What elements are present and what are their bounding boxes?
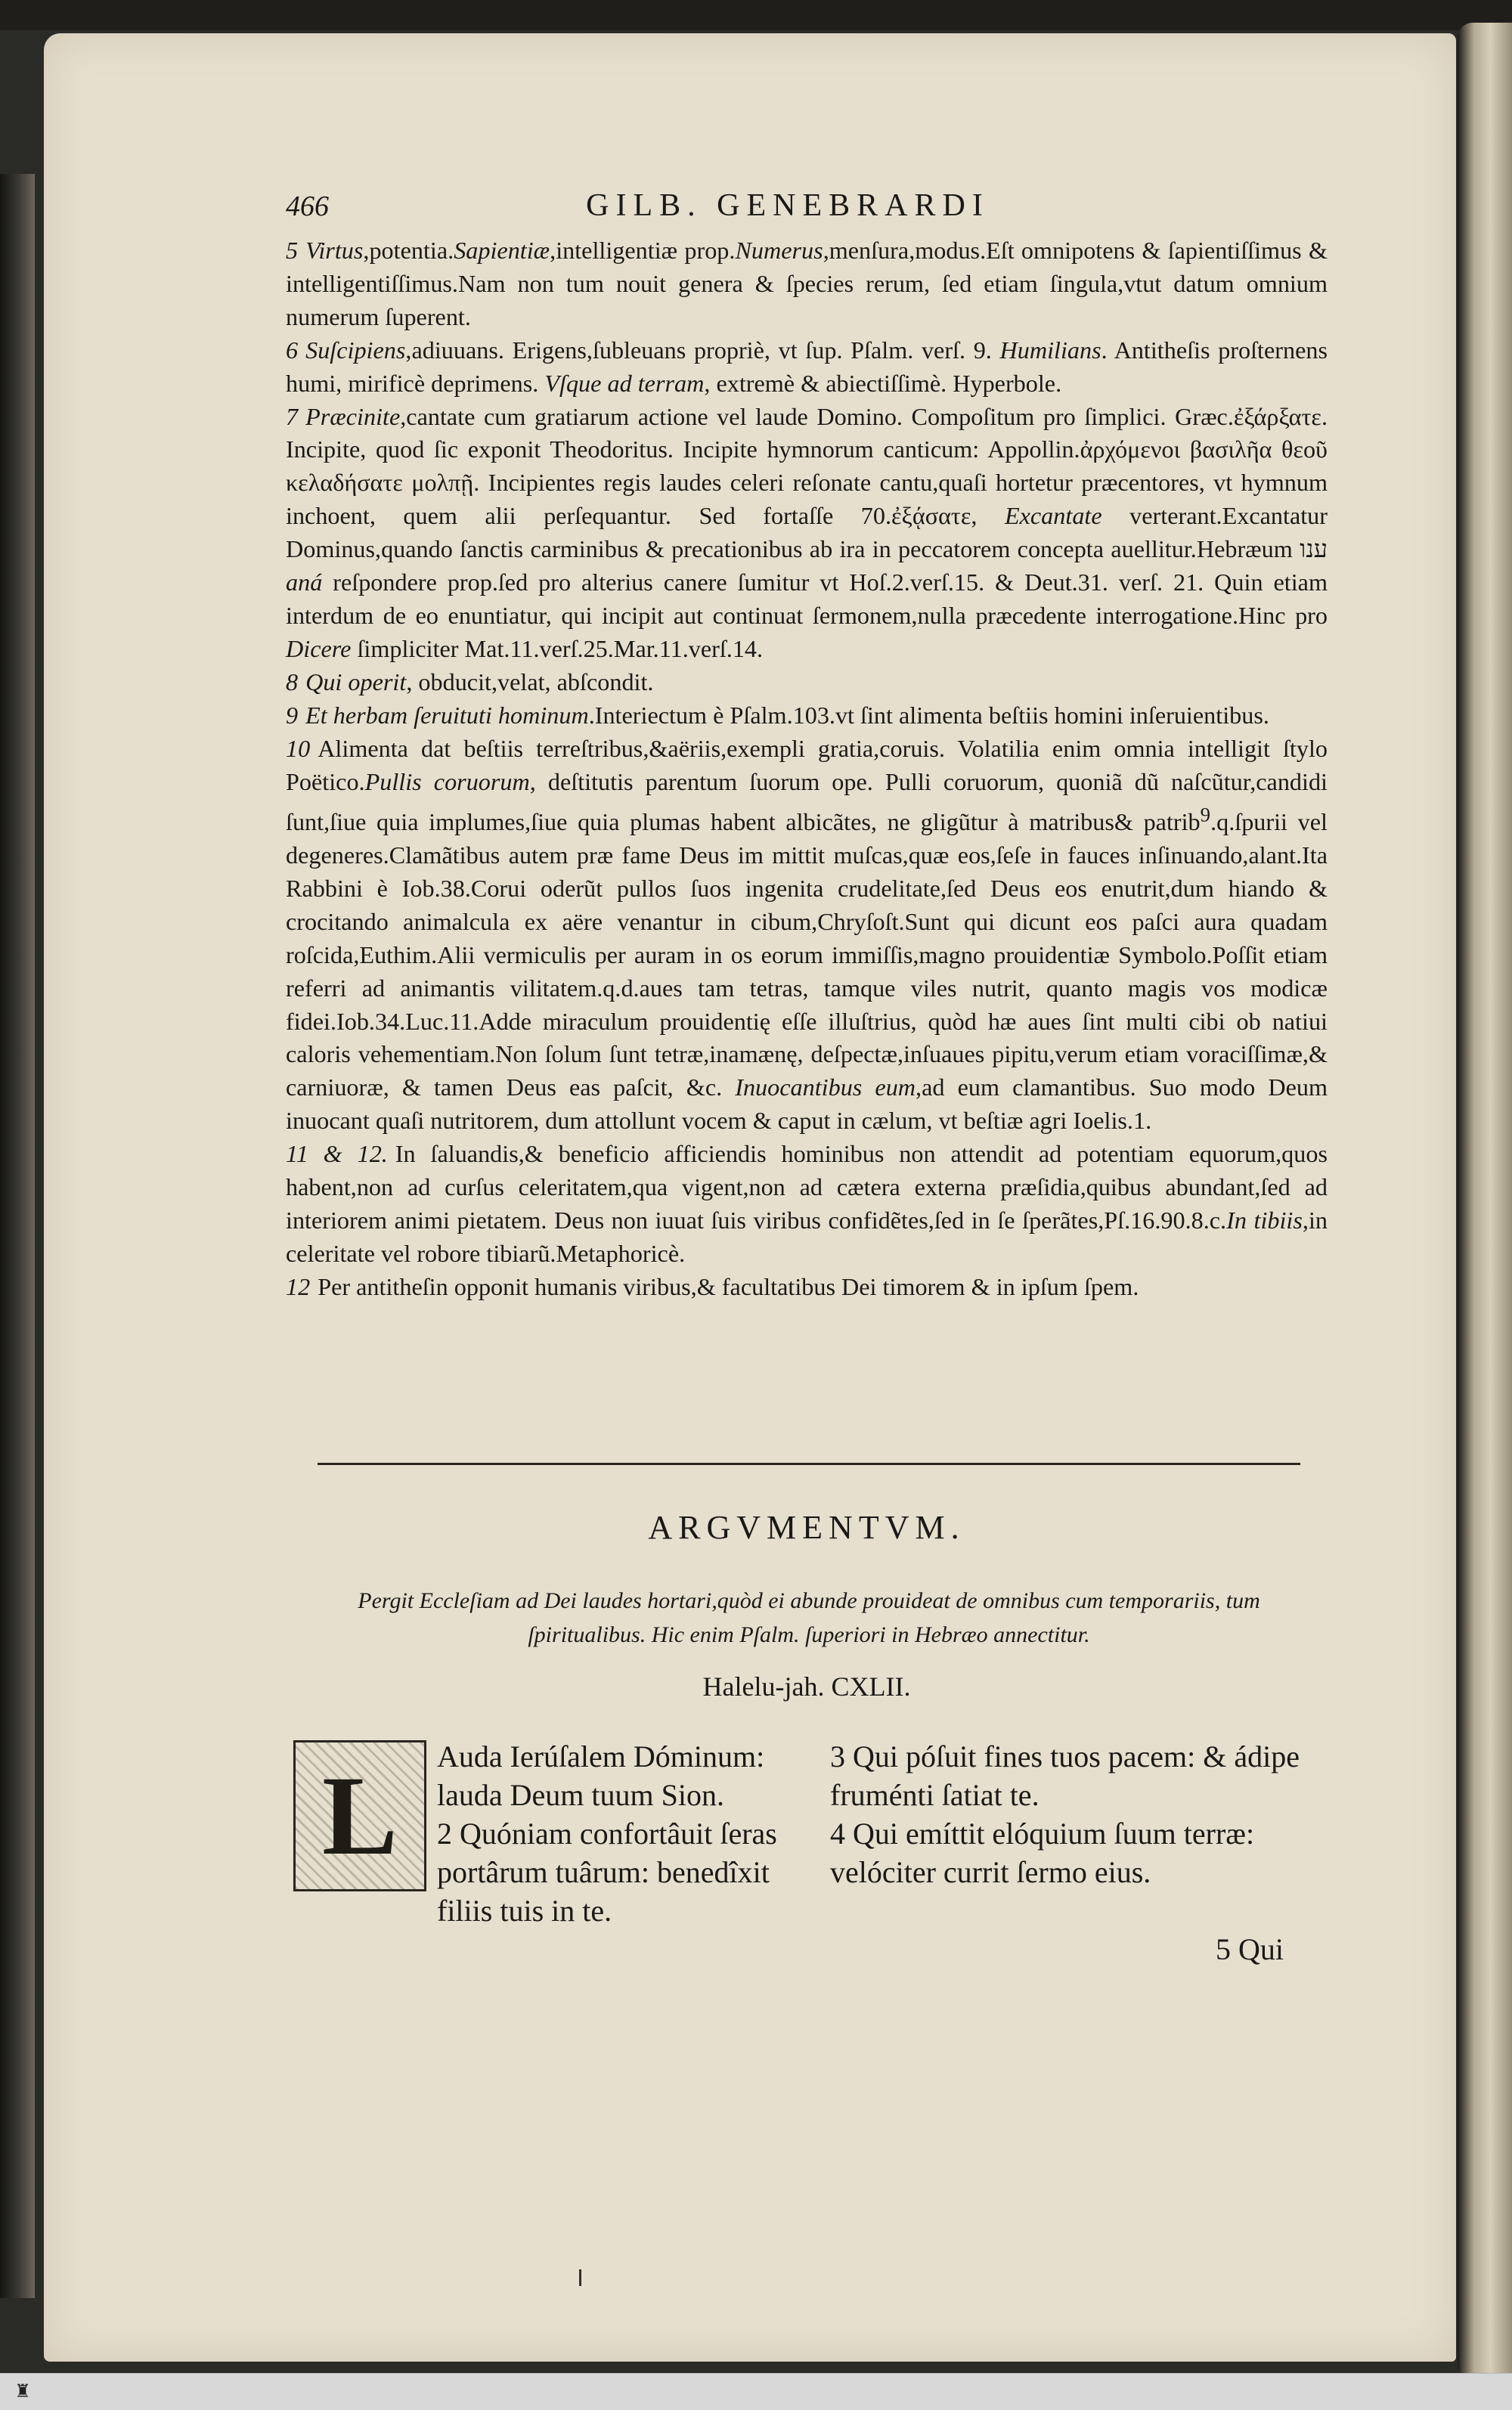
commentary-text: Per antitheſin opponit humanis viribus,& facultatibus Dei timorem & in ipſum ſpem.	[318, 1272, 1139, 1300]
verse-number: 9	[286, 701, 299, 729]
decorated-initial	[293, 1740, 426, 1891]
viewer-footer-bar	[0, 2373, 1512, 2410]
facing-page-edge	[1458, 23, 1512, 2381]
commentary-block	[286, 234, 1328, 1304]
commentary-paragraph	[286, 699, 1328, 733]
psalm-title: Halelu-jah. CXLII.	[702, 1671, 911, 1702]
commentary-paragraph	[286, 234, 1328, 334]
commentary-text: Alimenta dat beſtiis terreſtribus,&aëriis,exempli gratia,coruis. Volatilia enim omnia intelligit ſtylo Poëtico.Pullis coruorum, deſtitutis parentum ſuorum ope. Pulli coruorum, quoniã dũ naſcũtur,candidi ſunt,ſiue quia implumes,ſiue quia plumas habent albicãtes, ne gligũtur à matribus& patrib$^9$.q.ſpurii vel degeneres.Clamãtibus autem præ fame Deus im mittit muſcas,quæ eos,ſeſe in fauces inſinuando,alant.Ita Rabbini è Iob.38.Corui oderũt pullos ſuos ingenita crudelitate,ſed Deus eos enutrit,dum hiando & crocitando animalcula ex aëre venantur in cibum,Chryſoſt.Sunt qui dicunt eos paſci aura quadam roſcida,Euthim.Alii vermiculis per auram in os eorum immiſſis,magno prouidentiæ Symbolo.Poſſit etiam referri ad animantis vilitatem.q.d.aues tam tetras, tamque viles nutrit, quanto magis vos modicæ fidei.Iob.34.Luc.11.Adde miraculum prouidentię eſſe illuſtrius, quòd hæ aues ſint multi cibi ob natiui caloris vehementiam.Non ſolum ſunt tetræ,inamænę, deſpectæ,inſuaues pipitu,verum etiam voraciſſimæ,& carniuoræ, & tamen Deus eas paſcit, &c. Inuocantibus eum,ad eum clamantibus. Suo modo Deum inuocant quaſi nutritorem, dum attollunt vocem & caput in cælum, vt beſtiæ agri Ioelis.1.	[286, 734, 1328, 1135]
verse-number: 12	[286, 1272, 311, 1300]
psalm-verse: 3 Qui póſuit fines tuos pacem: & ádipe fruménti ſatiat te.	[830, 1739, 1300, 1812]
verse-number: 6	[286, 336, 299, 364]
commentary-paragraph	[286, 1138, 1328, 1271]
argumentum-text: Pergit Eccleſiam ad Dei laudes hortari,quòd ei abunde prouideat de omnibus cum temporariis, tum ſpiritualibus. Hic enim Pſalm. ſuperiori in Hebræo annectitur.	[358, 1588, 1260, 1647]
commentary-text: In ſaluandis,& beneficio afficiendis hominibus non attendit ad potentiam equorum,quos habent,non ad curſus celeritatem,qua vigent,non ad cætera externa præſidia,quibus abundant,ſed ad interiorem animi pietatem. Deus non iuuat ſuis viribus confidẽtes,ſed in ſe ſperãtes,Pſ.16.90.8.c.In tibiis,in celeritate vel robore tibiarũ.Metaphoricè.	[286, 1140, 1328, 1267]
initial-letter: L	[321, 1753, 398, 1879]
verse-number: 7	[286, 402, 299, 430]
psalm-column-left	[293, 1737, 807, 1930]
commentary-text: Et herbam ſeruituti hominum.Interiectum è Pſalm.103.vt ſint alimenta beſtiis homini inſeruientibus.	[305, 701, 1269, 729]
commentary-paragraph	[286, 1271, 1328, 1304]
catchword: 5 Qui	[1216, 1932, 1284, 1966]
book-spine-edge	[0, 174, 35, 2298]
commentary-paragraph	[286, 401, 1328, 666]
commentary-paragraph	[286, 733, 1328, 1138]
running-title: GILB. GENEBRARDI	[586, 188, 990, 223]
commentary-text: Præcinite,cantate cum gratiarum actione vel laude Domino. Compoſitum pro ſimplici. Græc.ἐξάρξατε. Incipite, quod ſic exponit Theodoritus. Incipite hymnorum canticum: Appollin.ἀρχόμενοι βασιλῆα θεοῦ κελαδήσατε μολπῇ. Incipientes regis laudes celeri reſonate cantu,quaſi hortetur præcentores, vt hymnum inchoent, quem alii perſequantur. Sed fortaſſe 70.ἐξᾴσατε, Excantate verterant.Excantatur Dominus,quando ſanctis carminibus & precationibus ab ira in peccatorem concepta auellitur.Hebræum ענו aná reſpondere prop.ſed pro alterius canere ſumitur vt Hoſ.2.verſ.15. & Deut.31. verſ. 21. Quin etiam interdum de eo enuntiatur, qui incipit aut continuat ſermonem,nulla præcedente interrogatione.Hinc pro Dicere ſimpliciter Mat.11.verſ.25.Mar.11.verſ.14.	[286, 402, 1328, 662]
scan-top-border	[0, 0, 1512, 30]
page-number: 466	[286, 191, 329, 222]
verse-number: 11 & 12.	[286, 1140, 388, 1168]
commentary-text: Qui operit, obducit,velat, abſcondit.	[305, 668, 654, 695]
page-mark	[579, 2269, 581, 2286]
verse-number: 10	[286, 734, 311, 762]
commentary-text: Suſcipiens,adiuuans. Erigens,ſubleuans propriè, vt ſup. Pſalm. verſ. 9. Humilians. Antitheſis proſternens humi, mirificè deprimens. Vſque ad terram, extremè & abiectiſſimè. Hyperbole.	[286, 336, 1328, 397]
argumentum-title: ARGVMENTVM.	[648, 1509, 965, 1546]
page-header	[286, 187, 1328, 231]
psalm-verse: 2 Quóniam confortâuit ſeras portârum tuârum: benedîxit filiis tuis in te.	[437, 1817, 777, 1928]
psalm-verse: 4 Qui emíttit elóquium ſuum terræ: velóciter currit ſermo eius.	[830, 1817, 1255, 1889]
verse-number: 8	[286, 668, 299, 695]
commentary-text: Virtus,potentia.Sapientiæ,intelligentiæ prop.Numerus,menſura,modus.Eſt omnipotens & ſapientiſſimus & intelligentiſſimus.Nam non tum nouit genera & ſpecies rerum, ſed etiam ſingula,vtut datum omnium numerum ſuperent.	[286, 237, 1328, 330]
library-logo-icon[interactable]: ♜	[14, 2381, 31, 2402]
psalm-column-right	[830, 1737, 1314, 1891]
verse-number: 5	[286, 237, 299, 264]
section-divider	[318, 1463, 1300, 1465]
commentary-paragraph	[286, 334, 1328, 401]
commentary-paragraph	[286, 666, 1328, 699]
psalm-verse: Auda Ierúſalem Dóminum: lauda Deum tuum Sion.	[437, 1739, 765, 1812]
